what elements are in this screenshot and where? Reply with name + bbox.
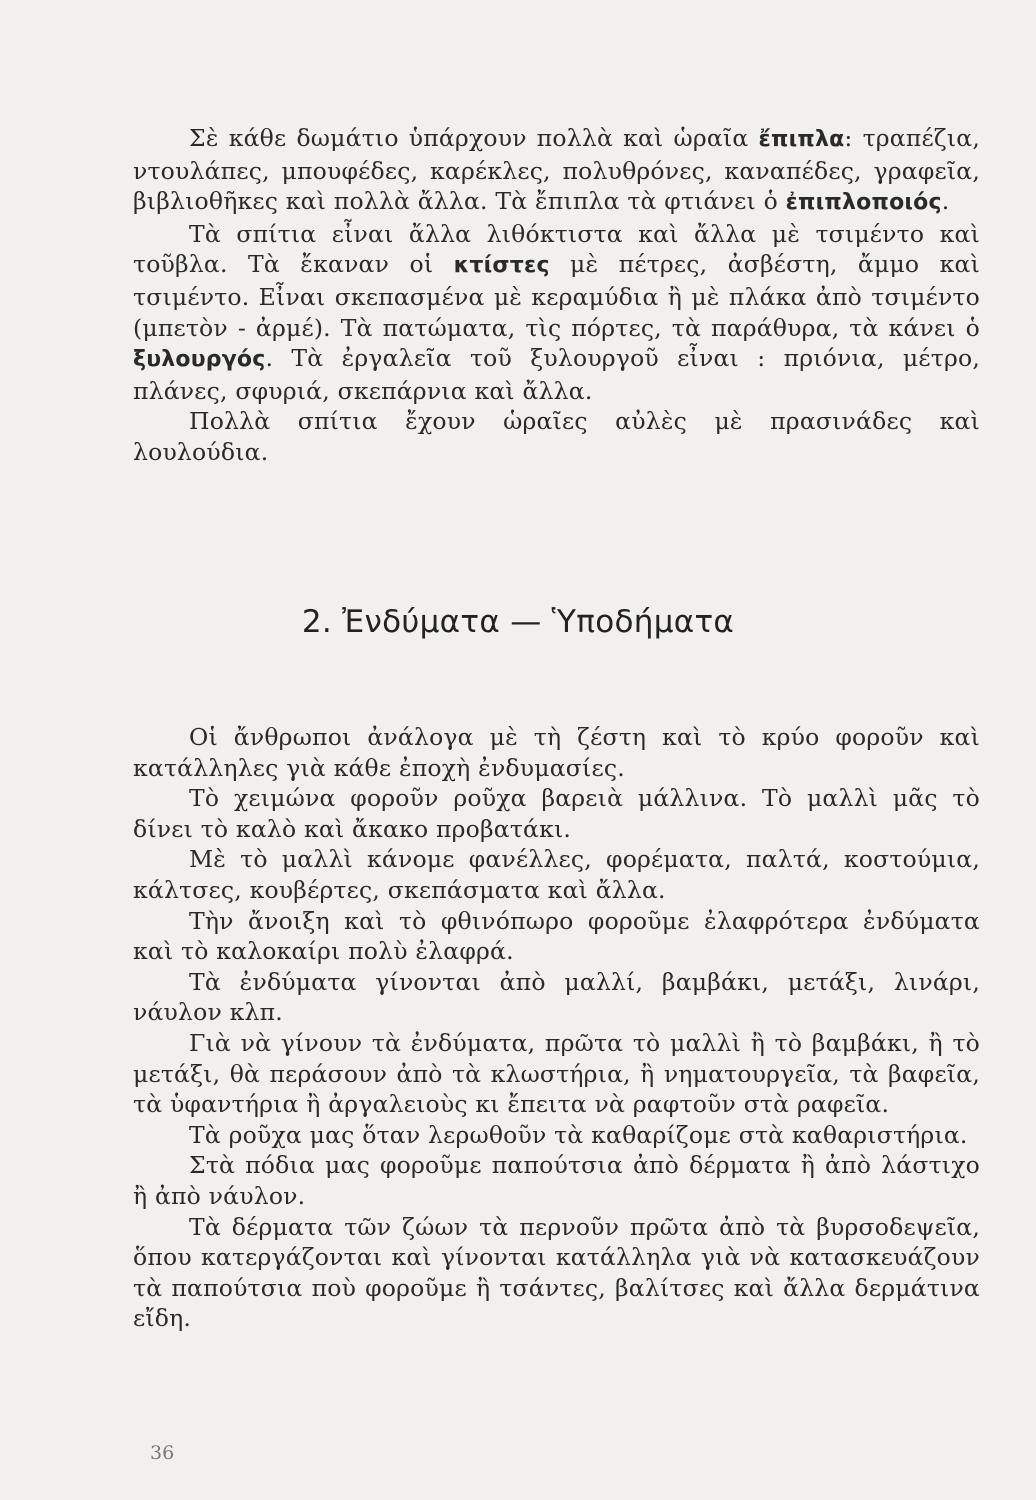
term-carpenter: ξυλουργός (133, 347, 266, 373)
paragraph: Γιὰ νὰ γίνουν τὰ ἐνδύματα, πρῶτα τὸ μαλλὶ ἢ τὸ βαμβάκι, ἢ τὸ μετάξι, θὰ περάσουν ἀπὸ τὰ κλωστήρια, ἢ νηματουργεῖα, τὰ βαφεῖα, τὰ ὑφαντήρια ἢ ἀργαλειοὺς κι ἔπειτα νὰ ραφτοῦν στὰ ραφεῖα. (133, 1028, 980, 1119)
paragraph-furniture (133, 123, 980, 219)
paragraph: Τὸ χειμώνα φοροῦν ροῦχα βαρειὰ μάλλινα. Τὸ μαλλὶ μᾶς τὸ δίνει τὸ καλὸ καὶ ἄκακο προβατάκι. (133, 784, 980, 843)
bottom-text-block (133, 722, 980, 1334)
text-run: . Τὰ ἐργαλεῖα τοῦ ξυλουργοῦ εἶναι : πριόνια, μέτρο, πλάνες, σφυριά, σκεπάρνια καὶ ἄλλα. (133, 344, 980, 405)
term-furniture: ἔπιπλα (758, 127, 845, 152)
section-title: 2. Ἐνδύματα — Ὑποδήματα (301, 604, 735, 640)
paragraph: Τὴν ἄνοιξη καὶ τὸ φθινόπωρο φοροῦμε ἐλαφρότερα ἐνδύματα καὶ τὸ καλοκαίρι πολὺ ἐλαφρά. (133, 906, 980, 966)
paragraph: Οἱ ἄνθρωποι ἀνάλογα μὲ τὴ ζέστη καὶ τὸ κρύο φοροῦν καὶ κατάλληλες γιὰ κάθε ἐποχὴ ἐνδυμασίες. (133, 723, 980, 782)
paragraph: Στὰ πόδια μας φοροῦμε παπούτσια ἀπὸ δέρματα ἢ ἀπὸ λάστιχο ἢ ἀπὸ νάυλον. (133, 1151, 980, 1210)
text-run: Τὰ σπίτια εἶναι ἄλλα λιθόκτιστα καὶ ἄλλα μὲ τσιμέντο καὶ τοῦβλα. Τὰ ἔκαναν οἱ (133, 219, 980, 279)
text-run: : τραπέζια, ντουλάπες, μπουφέδες, καρέκλες, πολυθρόνες, καναπέδες, γραφεῖα, βιβλιοθῆκες καὶ πολλὰ ἄλλα. Τὰ ἔπιπλα τὰ φτιάνει ὁ (133, 124, 980, 216)
paragraph-yards: Πολλὰ σπίτια ἔχουν ὡραῖες αὐλὲς μὲ πρασινάδες καὶ λουλούδια. (133, 407, 980, 466)
paragraph-houses (133, 219, 980, 407)
paragraph: Τὰ ἐνδύματα γίνονται ἀπὸ μαλλί, βαμβάκι, μετάξι, λινάρι, νάυλον κλπ. (133, 967, 980, 1027)
term-furniture-maker: ἐπιπλοποιός (785, 190, 942, 216)
top-text-block (133, 123, 980, 468)
text-run: Σὲ κάθε δωμάτιο ὑπάρχουν πολλὰ καὶ ὡραῖα (189, 124, 759, 152)
paragraph: Τὰ ροῦχα μας ὅταν λερωθοῦν τὰ καθαρίζομε στὰ καθαριστήρια. (189, 1120, 968, 1149)
paragraph: Τὰ δέρματα τῶν ζώων τὰ περνοῦν πρῶτα ἀπὸ τὰ βυρσοδεψεῖα, ὅπου κατεργάζονται καὶ γίνονται κατάλληλα γιὰ νὰ κατασκευάζουν τὰ παπούτσια ποὺ φοροῦμε ἢ τσάντες, βαλίτσες καὶ ἄλλα δερμάτινα εἴδη. (133, 1212, 980, 1333)
paragraph: Μὲ τὸ μαλλὶ κάνομε φανέλλες, φορέματα, παλτά, κοστούμια, κάλτσες, κουβέρτες, σκεπάσματα καὶ ἄλλα. (133, 845, 980, 904)
text-run: μὲ πέτρες, ἀσβέστη, ἄμμο καὶ τσιμέντο. Εἶναι σκεπασμένα μὲ κεραμύδια ἢ μὲ πλάκα ἀπὸ τσιμέντο (μπετὸν - ἀρμέ). Τὰ πατώματα, τὶς πόρτες, τὰ παράθυρα, τὰ κάνει ὁ (133, 250, 980, 342)
term-builders: κτίστες (453, 253, 550, 279)
text-run: . (941, 187, 950, 216)
page-number: 36 (150, 1442, 175, 1464)
